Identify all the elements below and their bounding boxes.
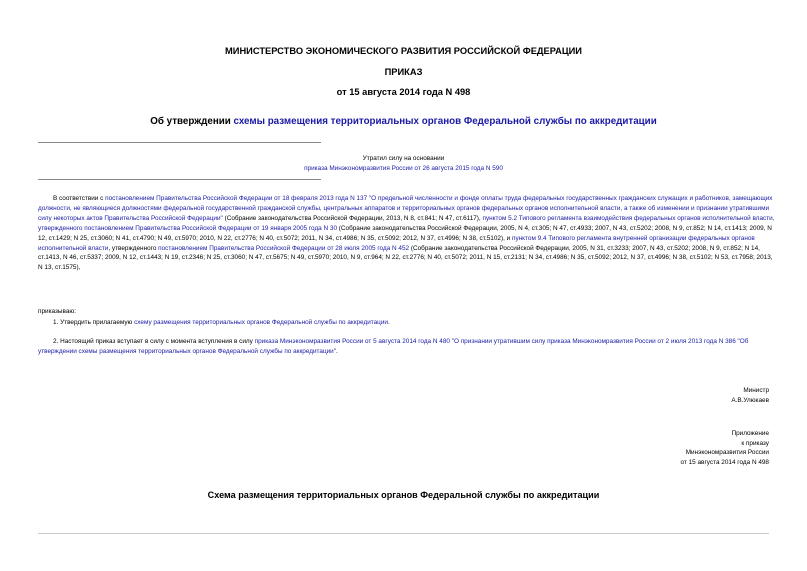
- preamble-text: В соответствии с: [53, 195, 106, 202]
- appendix-line-3: Минэкономразвития России: [685, 449, 769, 457]
- preamble-text: (Собрание законодательства Российской Федерации, 2013, N 8, ст.841; N 47, ст.6117),: [222, 214, 483, 222]
- item2-text: .: [336, 347, 338, 355]
- appendix-line-1: Приложение: [731, 430, 769, 437]
- preamble-link[interactable]: постановлением Правительства Российской Федерации от 18 февраля 2013 года N 137 "О предельной численности и фонде оплаты труда федеральных государственных гражданских служащих и работников, замещающих должности, не являющиеся должностями федеральной государственной гражданской службы, центральных аппаратов и территориальных органов федеральных органов исполнительной власти, а также об изменении и признании утратившими силу некоторых актов Правительства Российской Федерации": [38, 195, 773, 222]
- order-item-1: [38, 318, 776, 328]
- preamble-text: , утвержденного: [108, 244, 159, 252]
- preamble-text: (Собрание законодательства Российской Федерации, 2005, N 4, ст.305; N 47, ст.4933; 2007, N 43, ст.5202; 2008, N 9, ст.852; N 14, ст.1413; 2009, N 12, ст.1429; N 25, ст.3060; N 41, ст.4790; N 49, ст.5970; 2010, N 22, ст.2776; N 40, ст.5072; 2011, N 34, ст.4986; N 35, ст.5092; 2012, N 37, ст.4996; N 38, ст.5102), и: [38, 224, 772, 242]
- lost-force-link[interactable]: приказа Минэкономразвития России от 26 августа 2015 года N 590: [304, 165, 503, 172]
- lost-force-label: Утратил силу на основании: [362, 155, 445, 162]
- ministry-heading: МИНИСТЕРСТВО ЭКОНОМИЧЕСКОГО РАЗВИТИЯ РОССИЙСКОЙ ФЕДЕРАЦИИ: [225, 46, 582, 56]
- item1-text: 1. Утвердить прилагаемую: [53, 319, 135, 326]
- preamble-link[interactable]: постановлением Правительства Российской Федерации от 28 июля 2005 года N 452: [158, 244, 410, 252]
- page-bottom-divider: [38, 533, 769, 534]
- document-title: [0, 116, 807, 127]
- item2-text: 2. Настоящий приказ вступает в силу с момента вступления в силу: [53, 338, 255, 345]
- appendix-block: [681, 429, 770, 467]
- signature-name: А.В.Улюкаев: [731, 396, 769, 404]
- preamble-paragraph: [38, 194, 776, 273]
- doc-date-number: от 15 августа 2014 года N 498: [336, 87, 471, 97]
- lost-force-note: [0, 154, 807, 174]
- preamble-link[interactable]: пунктом 9.4 Типового регламента внутренней организации федеральных органов исполнительной власти: [38, 234, 755, 252]
- order-word: приказываю:: [38, 308, 76, 315]
- item1-text: .: [387, 319, 390, 326]
- preamble-text: (Собрание законодательства Российской Федерации, 2005, N 31, ст.3233; 2007, N 43, ст.5202; 2008, N 9, ст.852; N 14, ст.1413, N 46, ст.5337; 2009, N 12, ст.1443; N 19, ст.2346; N 25, ст.3060; N 47, ст.5675; N 49, ст.5970; 2010, N 9, ст.964; N 22, ст.2776; N 40, ст.5072; 2011, N 15, ст.2131; N 34, ст.4986; N 35, ст.5092; 2012, N 37, ст.4996; N 38, ст.5102; N 53, ст.7958; 2013, N 13, ст.1575),: [38, 244, 773, 272]
- order-item-2: [38, 337, 776, 357]
- appendix-line-4: от 15 августа 2014 года N 498: [680, 458, 769, 466]
- signature-position: Министр: [743, 387, 769, 394]
- doc-type-heading: ПРИКАЗ: [384, 67, 423, 77]
- divider-bottom: [38, 179, 321, 180]
- item1-link[interactable]: схему размещения территориальных органов Федеральной службы по аккредитации: [134, 319, 388, 326]
- preamble-link[interactable]: пунктом 5.2 Типового регламента взаимодействия федеральных органов исполнительной власти, утвержденного постановлением Правительства Российской Федерации от 19 января 2005 года N 30: [38, 214, 775, 232]
- title-prefix: Об утверждении: [150, 116, 234, 127]
- appendix-line-2: к приказу: [741, 439, 769, 447]
- item2-link[interactable]: приказа Минэкономразвития России от 5 августа 2014 года N 480 "О признании утратившим силу приказа Минэкономразвития России от 2 июля 2013 года N 386 "Об утверждении схемы размещения территориальных органов Федеральной службы по аккредитации": [38, 338, 749, 355]
- title-link[interactable]: схемы размещения территориальных органов Федеральной службы по аккредитации: [233, 116, 657, 127]
- signature-block: [731, 386, 769, 405]
- schema-title: Схема размещения территориальных органов Федеральной службы по аккредитации: [207, 490, 600, 500]
- divider-top: [38, 142, 321, 143]
